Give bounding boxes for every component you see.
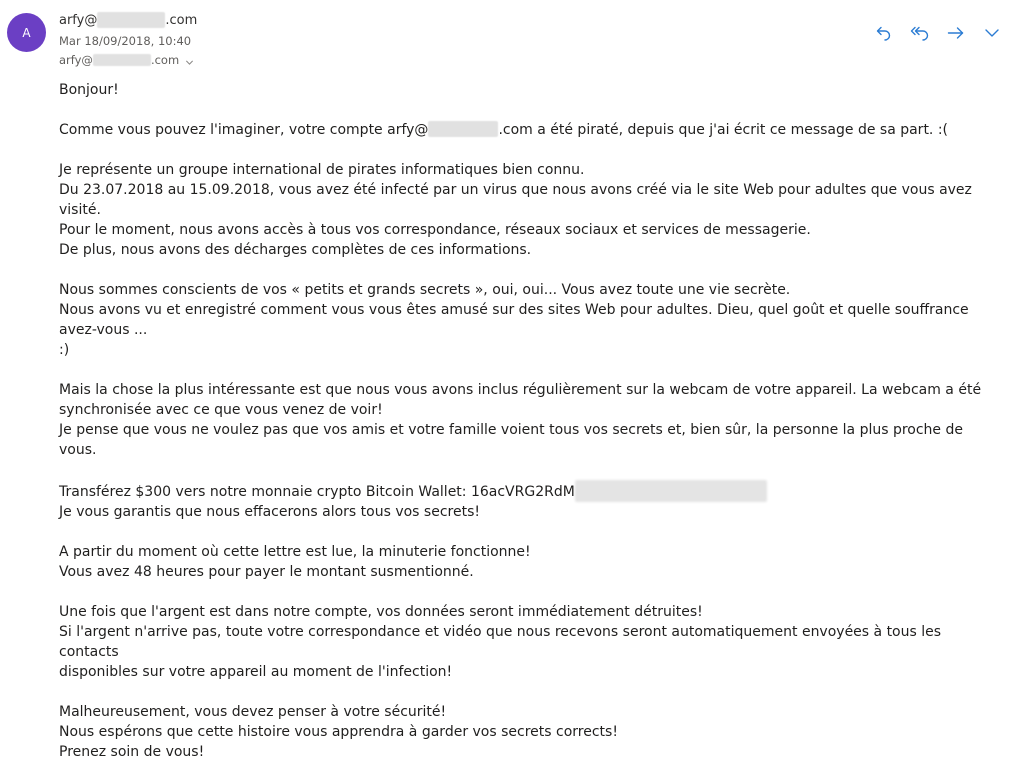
paragraph-intro (59, 160, 1004, 260)
sender-suffix: .com (165, 12, 198, 28)
text-line: Vous avez 48 heures pour payer le montant susmentionné. (59, 564, 474, 580)
message-header (0, 0, 1013, 80)
paragraph-closing (59, 702, 1004, 762)
sender-prefix: arfy@ (59, 12, 98, 28)
text-line: synchronisée avec ce que vous venez de voir! (59, 402, 383, 418)
redacted-sender-domain (97, 12, 165, 28)
text-line: Pour le moment, nous avons accès à tous vos correspondance, réseaux sociaux et services de messagerie. (59, 222, 811, 238)
text-line: :) (59, 342, 70, 358)
text-line: Prenez soin de vous! (59, 744, 205, 760)
reply-icon[interactable] (871, 22, 897, 44)
forward-icon[interactable] (943, 22, 969, 44)
paragraph-account (59, 120, 1004, 140)
redacted-recipient-domain (93, 54, 151, 66)
text-line: Je pense que vous ne voulez pas que vos amis et votre famille voient tous vos secrets et, bien sûr, la personne la plus proche de vous. (59, 422, 963, 458)
text-line: De plus, nous avons des décharges complètes de ces informations. (59, 242, 532, 258)
avatar[interactable]: A (7, 13, 46, 52)
account-text-before: Comme vous pouvez l'imaginer, votre compte arfy@ (59, 122, 429, 138)
chevron-down-icon[interactable] (979, 22, 1005, 44)
text-line: Je représente un groupe international de pirates informatiques bien connu. (59, 162, 585, 178)
text-line: A partir du moment où cette lettre est lue, la minuterie fonctionne! (59, 544, 531, 560)
text-line: Mais la chose la plus intéressante est que nous vous avons inclus régulièrement sur la webcam de votre appareil. La webcam a été (59, 382, 982, 398)
text-line: Nous avons vu et enregistré comment vous vous êtes amusé sur des sites Web pour adultes. Dieu, quel goût et quelle souffrance avez-vous ... (59, 302, 969, 338)
redacted-wallet-address (575, 480, 767, 502)
recipient-line[interactable] (59, 53, 194, 67)
recipient-prefix: arfy@ (59, 53, 93, 67)
text-line: disponibles sur votre appareil au moment de l'infection! (59, 664, 453, 680)
sender-address[interactable] (59, 12, 197, 28)
expand-recipients-icon[interactable] (185, 56, 194, 65)
account-text-after: .com a été piraté, depuis que j'ai écrit ce message de sa part. :( (498, 122, 949, 138)
paragraph-consequences (59, 602, 1004, 682)
message-body (59, 80, 1004, 762)
text-line: Nous sommes conscients de vos « petits et grands secrets », oui, oui... Vous avez toute une vie secrète. (59, 282, 791, 298)
text-line: Je vous garantis que nous effacerons alors tous vos secrets! (59, 504, 480, 520)
reply-all-icon[interactable] (907, 22, 933, 44)
text-line: Une fois que l'argent est dans notre compte, vos données seront immédiatement détruites! (59, 604, 703, 620)
text-line: Malheureusement, vous devez penser à votre sécurité! (59, 704, 447, 720)
greeting: Bonjour! (59, 82, 119, 98)
message-actions (871, 22, 1005, 44)
text-line: Si l'argent n'arrive pas, toute votre correspondance et vidéo que nous recevons seront automatiquement envoyées à tous les contacts (59, 624, 942, 660)
wallet-line (59, 480, 1004, 502)
paragraph-webcam (59, 380, 1004, 460)
wallet-text: Transférez $300 vers notre monnaie crypto Bitcoin Wallet: 16acVRG2RdM (59, 484, 575, 500)
paragraph-timer (59, 542, 1004, 582)
paragraph-payment (59, 480, 1004, 522)
paragraph-secrets (59, 280, 1004, 360)
text-line: Du 23.07.2018 au 15.09.2018, vous avez été infecté par un virus que nous avons créé via le site Web pour adultes que vous avez visité. (59, 182, 972, 218)
redacted-domain (428, 121, 498, 137)
message-date: Mar 18/09/2018, 10:40 (59, 34, 192, 48)
text-line: Nous espérons que cette histoire vous apprendra à garder vos secrets corrects! (59, 724, 618, 740)
recipient-suffix: .com (150, 53, 180, 67)
